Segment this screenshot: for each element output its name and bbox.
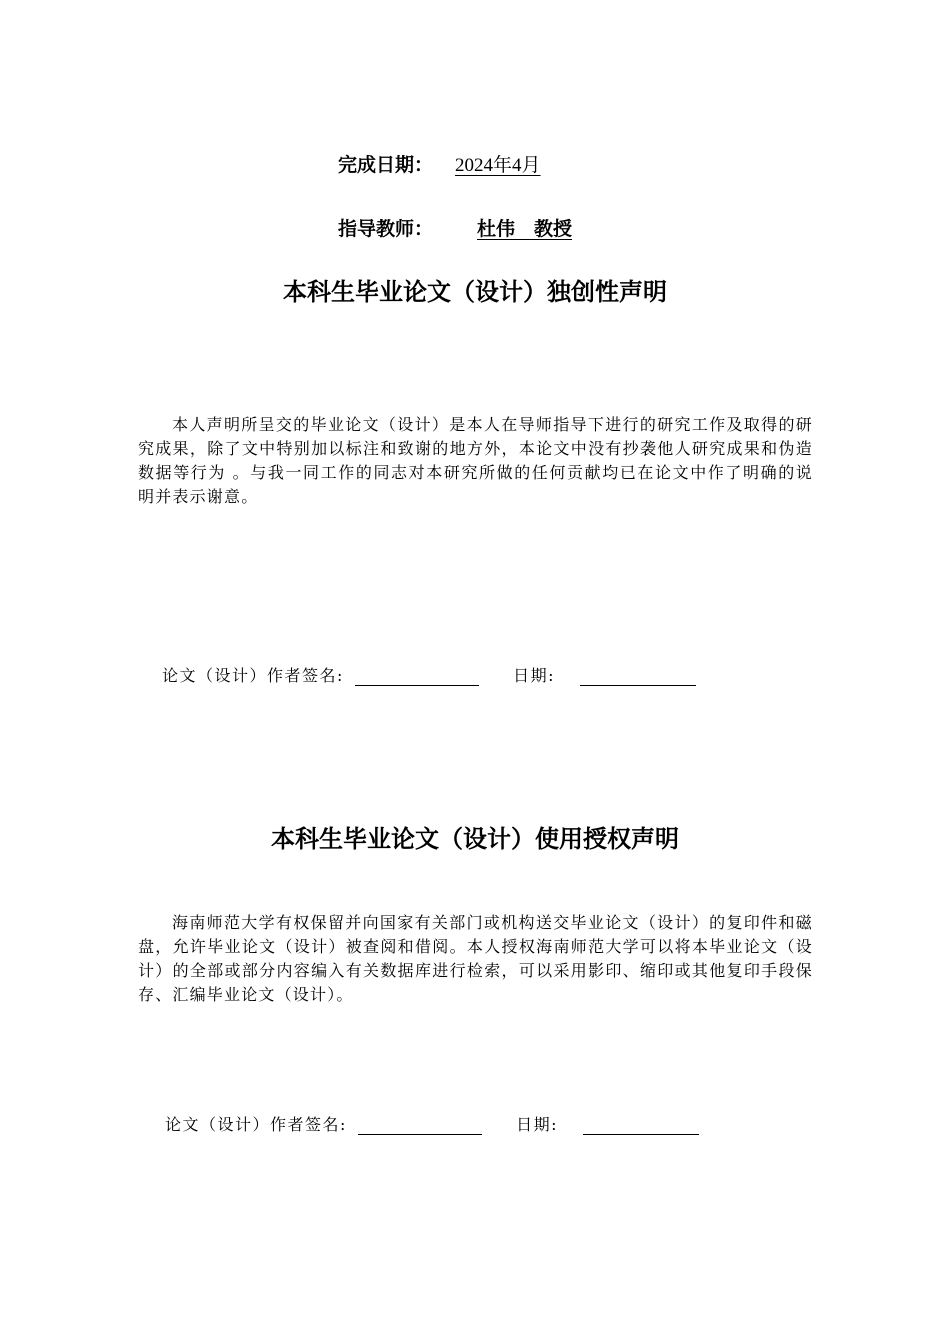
- originality-date-label: 日期:: [513, 666, 555, 685]
- originality-signature-line: [162, 663, 696, 686]
- authorization-signature-label: 论文（设计）作者签名:: [165, 1115, 347, 1134]
- advisor-value: 杜伟 教授: [477, 218, 573, 240]
- completion-date-line: [338, 150, 601, 177]
- originality-title: 本科生毕业论文（设计）独创性声明: [283, 278, 667, 306]
- originality-body: 本人声明所呈交的毕业论文（设计）是本人在导师指导下进行的研究工作及取得的研究成果，除了文中特别加以标注和致谢的地方外，本论文中没有抄袭他人研究成果和伪造数据等行为 。与我一同工作的同志对本研究所做的任何贡献均已在论文中作了明确的说明并表示谢意。: [138, 415, 813, 506]
- authorization-date-label: 日期:: [516, 1115, 558, 1134]
- authorization-date-blank[interactable]: [583, 1118, 699, 1135]
- authorization-body: 海南师范大学有权保留并向国家有关部门或机构送交毕业论文（设计）的复印件和磁盘，允许毕业论文（设计）被查阅和借阅。本人授权海南师范大学可以将本毕业论文（设计）的全部或部分内容编入有关数据库进行检索，可以采用影印、缩印或其他复印手段保存、汇编毕业论文（设计）。: [138, 913, 813, 1004]
- originality-signature-blank[interactable]: [355, 669, 479, 686]
- advisor-line: [338, 214, 601, 241]
- completion-date-label: 完成日期：: [338, 154, 434, 176]
- originality-signature-label: 论文（设计）作者签名:: [162, 666, 344, 685]
- advisor-label: 指导教师：: [338, 218, 434, 240]
- completion-date-value: 2024年4月: [455, 155, 541, 176]
- originality-date-blank[interactable]: [580, 669, 696, 686]
- authorization-signature-blank[interactable]: [358, 1118, 482, 1135]
- authorization-title: 本科生毕业论文（设计）使用授权声明: [271, 825, 679, 853]
- authorization-signature-line: [165, 1112, 699, 1135]
